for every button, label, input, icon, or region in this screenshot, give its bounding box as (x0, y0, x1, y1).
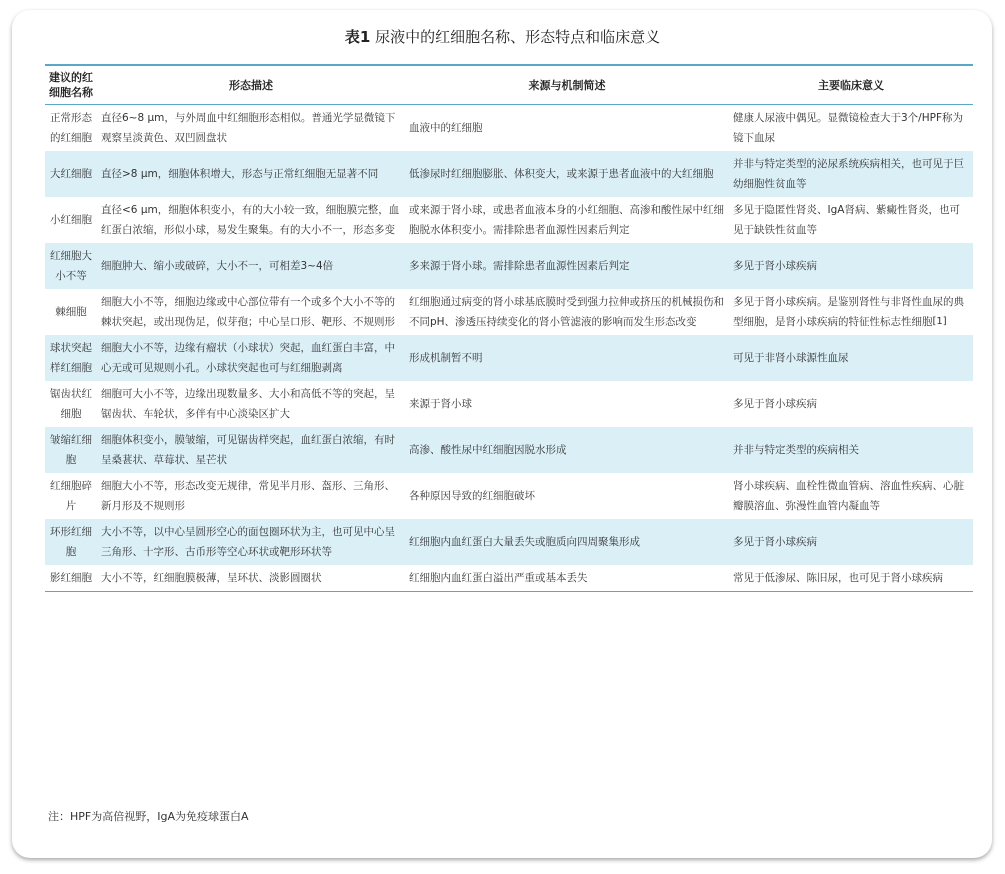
table-row (45, 519, 973, 565)
table-row (45, 197, 973, 243)
cell-significance: 并非与特定类型的疾病相关 (733, 444, 859, 456)
table-number: 表1 (344, 28, 371, 46)
citation-ref[interactable]: [1] (932, 316, 947, 327)
significance-text: 多见于肾小球疾病。是鉴别肾性与非肾性血尿的典型细胞，是肾小球疾病的特征性标志性细胞 (733, 296, 964, 328)
cell-source: 形成机制暂不明 (409, 352, 483, 364)
cell-significance: 肾小球疾病、血栓性微血管病、溶血性疾病、心脏瓣膜溶血、弥漫性血管内凝血等 (733, 480, 964, 512)
cell-significance: 健康人尿液中偶见。显微镜检查大于3个/HPF称为镜下血尿 (733, 112, 963, 144)
cell-morphology: 细胞大小不等，形态改变无规律，常见半月形、盔形、三角形、新月形及不规则形 (101, 480, 395, 512)
cell-source: 红细胞内血红蛋白溢出严重或基本丢失 (409, 572, 588, 584)
cell-morphology: 细胞可大小不等，边缘出现数量多、大小和高低不等的突起，呈锯齿状、车轮状，多伴有中心淡染区扩大 (101, 388, 395, 420)
table-row (45, 565, 973, 592)
table-row (45, 243, 973, 289)
cell-morphology: 直径6~8 μm，与外周血中红细胞形态相似。普通光学显微镜下观察呈淡黄色、双凹圆盘状 (101, 112, 396, 144)
cell-source: 血液中的红细胞 (409, 122, 483, 134)
table-row (45, 105, 973, 152)
cell-source: 多来源于肾小球。需排除患者血源性因素后判定 (409, 260, 630, 272)
header-source: 来源与机制简述 (528, 78, 606, 92)
cell-source: 红细胞内血红蛋白大量丢失或胞质向四周聚集形成 (409, 536, 640, 548)
header-morphology: 形态描述 (229, 78, 273, 92)
cell-morphology: 细胞大小不等，边缘有瘤状（小球状）突起，血红蛋白丰富，中心无或可见规则小孔。小球状突起也可与红细胞剥离 (101, 342, 395, 374)
cell-name: 影红细胞 (50, 572, 92, 584)
cell-name: 棘细胞 (55, 306, 87, 318)
cell-morphology: 细胞体积变小，膜皱缩，可见锯齿样突起，血红蛋白浓缩，有时呈桑葚状、草莓状、星芒状 (101, 434, 395, 466)
table-caption: 尿液中的红细胞名称、形态特点和临床意义 (375, 28, 661, 46)
cell-significance: 常见于低渗尿、陈旧尿，也可见于肾小球疾病 (733, 572, 943, 584)
cell-name: 锯齿状红细胞 (50, 388, 92, 420)
cell-significance: 多见于肾小球疾病 (733, 536, 817, 548)
cell-morphology: 细胞大小不等，细胞边缘或中心部位带有一个或多个大小不等的棘状突起，或出现伪足，似芽孢；中心呈口形、靶形、不规则形 (101, 296, 395, 328)
cell-morphology: 大小不等，以中心呈圆形空心的面包圈环状为主，也可见中心呈三角形、十字形、古币形等空心环状或靶形环状等 (101, 526, 395, 558)
header-name: 建议的红细胞名称 (49, 71, 93, 99)
cell-source: 高渗、酸性尿中红细胞因脱水形成 (409, 444, 567, 456)
cell-name: 红细胞大小不等 (50, 250, 92, 282)
cell-significance: 可见于非肾小球源性血尿 (733, 352, 849, 364)
cell-significance (729, 289, 973, 335)
table-row (45, 473, 973, 519)
cell-source: 低渗尿时红细胞膨胀、体积变大，或来源于患者血液中的大红细胞 (409, 168, 714, 180)
cell-source: 来源于肾小球 (409, 398, 472, 410)
cell-significance: 多见于肾小球疾病 (733, 398, 817, 410)
cell-significance: 并非与特定类型的泌尿系统疾病相关，也可见于巨幼细胞性贫血等 (733, 158, 964, 190)
cell-morphology: 直径>8 μm，细胞体积增大，形态与正常红细胞无显著不同 (101, 168, 379, 180)
cell-source: 红细胞通过病变的肾小球基底膜时受到强力拉伸或挤压的机械损伤和不同pH、渗透压持续变化的肾小管滤液的影响而发生形态改变 (409, 296, 724, 328)
table-row (45, 381, 973, 427)
table-footnote: 注：HPF为高倍视野，IgA为免疫球蛋白A (48, 810, 249, 823)
cell-significance: 多见于肾小球疾病 (733, 260, 817, 272)
cell-morphology: 细胞肿大、缩小或破碎，大小不一，可相差3~4倍 (101, 260, 334, 272)
table-row (45, 289, 973, 335)
cell-name: 大红细胞 (50, 168, 92, 180)
cell-name: 正常形态的红细胞 (50, 112, 92, 144)
cell-name: 小红细胞 (50, 214, 92, 226)
table-row (45, 427, 973, 473)
cell-morphology: 直径<6 μm，细胞体积变小，有的大小较一致，细胞膜完整，血红蛋白浓缩，形似小球，易发生聚集。有的大小不一，形态多变 (101, 204, 400, 236)
header-row (45, 65, 973, 105)
table-title (0, 26, 1005, 47)
cell-name: 环形红细胞 (50, 526, 92, 558)
cell-source: 各种原因导致的红细胞破坏 (409, 490, 535, 502)
rbc-table (45, 64, 973, 592)
table-row (45, 151, 973, 197)
cell-morphology: 大小不等，红细胞膜极薄，呈环状、淡影圆圈状 (101, 572, 322, 584)
cell-name: 皱缩红细胞 (50, 434, 92, 466)
cell-significance: 多见于隐匿性肾炎、IgA肾病、紫癜性肾炎，也可见于缺铁性贫血等 (733, 204, 960, 236)
header-significance: 主要临床意义 (818, 78, 884, 92)
cell-name: 球状突起样红细胞 (50, 342, 92, 374)
cell-source: 或来源于肾小球，或患者血液本身的小红细胞、高渗和酸性尿中红细胞脱水体积变小。需排除患者血源性因素后判定 (409, 204, 724, 236)
cell-name: 红细胞碎片 (50, 480, 92, 512)
table-row (45, 335, 973, 381)
